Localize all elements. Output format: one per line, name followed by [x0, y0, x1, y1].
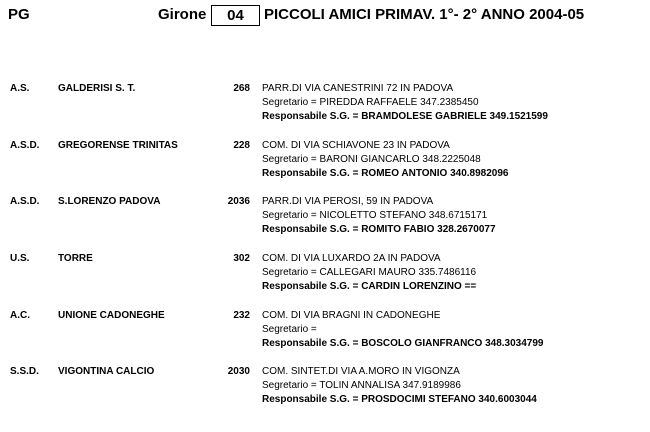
club-address: PARR.DI VIA PEROSI, 59 IN PADOVA	[262, 196, 434, 207]
club-address: PARR.DI VIA CANESTRINI 72 IN PADOVA	[262, 83, 454, 94]
club-address: COM. DI VIA BRAGNI IN CADONEGHE	[262, 310, 441, 321]
club-entry	[0, 252, 650, 300]
club-name: S.LORENZO PADOVA	[58, 196, 161, 207]
club-name: GREGORENSE TRINITAS	[58, 140, 178, 151]
girone-number: 04	[211, 5, 260, 26]
club-entry	[0, 139, 650, 187]
club-responsible: Responsabile S.G. = ROMEO ANTONIO 340.8982096	[262, 168, 509, 179]
club-code: 2030	[227, 366, 250, 377]
club-secretary: Segretario = TOLIN ANNALISA 347.9189986	[262, 380, 461, 391]
club-secretary: Segretario =	[262, 324, 317, 335]
club-type: A.S.	[10, 83, 30, 94]
club-code: 2036	[227, 196, 250, 207]
club-address: COM. DI VIA SCHIAVONE 23 IN PADOVA	[262, 140, 450, 151]
club-secretary: Segretario = CALLEGARI MAURO 335.7486116	[262, 267, 477, 278]
club-address: COM. SINTET.DI VIA A.MORO IN VIGONZA	[262, 366, 460, 377]
club-name: VIGONTINA CALCIO	[58, 366, 155, 377]
club-entry	[0, 82, 650, 130]
club-name: UNIONE CADONEGHE	[58, 310, 165, 321]
club-entry	[0, 365, 650, 413]
club-code: 232	[233, 310, 250, 321]
club-responsible: Responsabile S.G. = BOSCOLO GIANFRANCO 348.3034799	[262, 338, 544, 349]
club-responsible: Responsabile S.G. = BRAMDOLESE GABRIELE 349.1521599	[262, 111, 548, 122]
club-type: A.S.D.	[10, 140, 40, 151]
club-code: 302	[233, 253, 250, 264]
club-responsible: Responsabile S.G. = CARDIN LORENZINO ==	[262, 281, 477, 292]
club-address: COM. DI VIA LUXARDO 2A IN PADOVA	[262, 253, 441, 264]
club-secretary: Segretario = NICOLETTO STEFANO 348.6715171	[262, 210, 488, 221]
girone-label: Girone	[158, 6, 207, 23]
club-type: S.S.D.	[10, 366, 39, 377]
page-title: PICCOLI AMICI PRIMAV. 1°- 2° ANNO 2004-05	[264, 6, 585, 23]
club-responsible: Responsabile S.G. = ROMITO FABIO 328.2670077	[262, 224, 496, 235]
club-code: 268	[233, 83, 250, 94]
club-name: GALDERISI S. T.	[58, 83, 136, 94]
club-name: TORRE	[58, 253, 93, 264]
club-entry	[0, 195, 650, 243]
club-responsible: Responsabile S.G. = PROSDOCIMI STEFANO 340.6003044	[262, 394, 537, 405]
club-code: 228	[233, 140, 250, 151]
province-code: PG	[8, 6, 30, 23]
club-type: A.C.	[10, 310, 30, 321]
club-secretary: Segretario = PIREDDA RAFFAELE 347.2385450	[262, 97, 479, 108]
club-type: A.S.D.	[10, 196, 40, 207]
club-entry	[0, 309, 650, 357]
club-secretary: Segretario = BARONI GIANCARLO 348.2225048	[262, 154, 481, 165]
club-type: U.S.	[10, 253, 30, 264]
